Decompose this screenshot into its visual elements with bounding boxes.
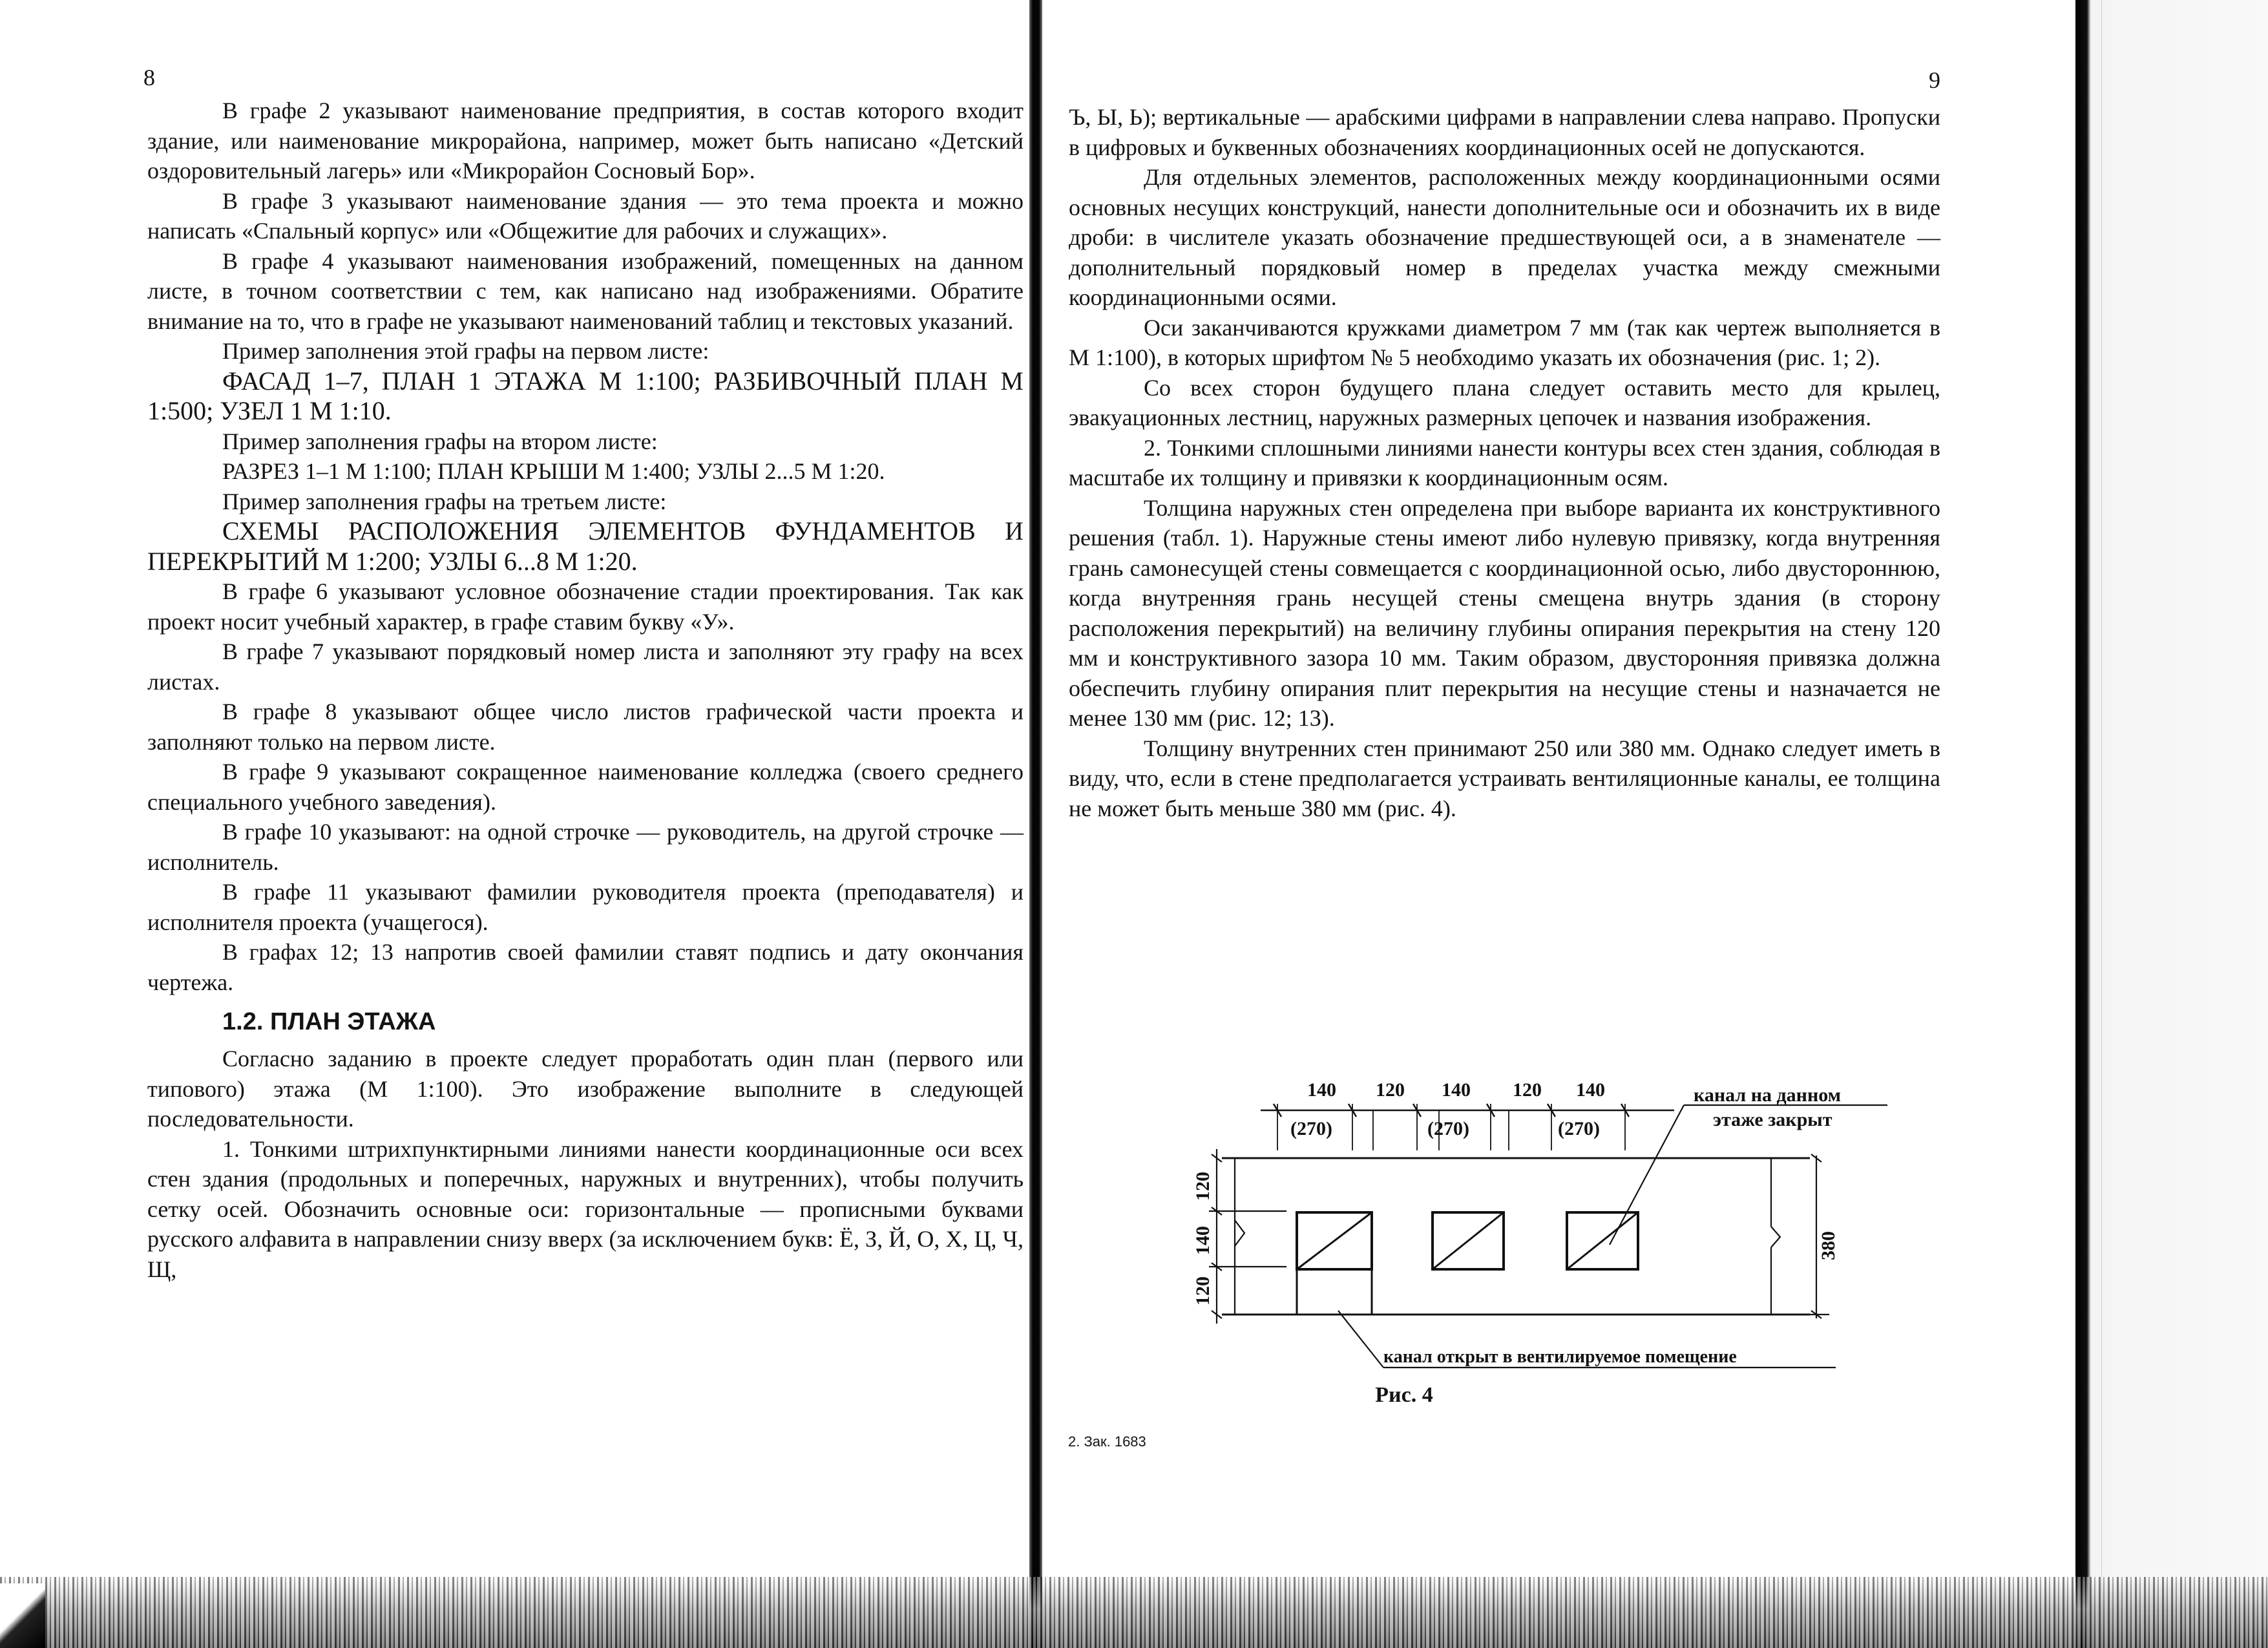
- paragraph: Оси заканчиваются кружками диаметром 7 мм (так как чертеж выполняется в М 1:100), в которых шрифтом № 5 необходимо указать их обозначения (рис. 1; 2).: [1069, 314, 1940, 370]
- paragraph: Пример заполнения графы на втором листе:: [222, 428, 658, 454]
- dim-left-3: 120: [1192, 1276, 1213, 1305]
- scan-bottom-noise: [0, 1577, 2268, 1648]
- page-number-right: 9: [1929, 67, 1940, 93]
- dim-sub-2: (270): [1427, 1118, 1469, 1139]
- dim-sub-1: (270): [1290, 1118, 1332, 1139]
- paragraph: В графе 2 указывают наименование предприятия, в состав которого входит здание, или наименование микрорайона, например, может быть написано «Детский оздоровительный лагерь» или «Микрорайон Сосновый Бор».: [147, 98, 1024, 184]
- paragraph: Толщина наружных стен определена при выборе варианта их конструктивного решения (табл. 1). Наружные стены имеют либо нулевую привязку, когда внутренняя грань самонесущей стены совмещается с координационной осью, либо двустороннюю, когда внутренняя грань несущей стены смещена внутрь здания (в сторону расположения перекрытий) на величину глубины опирания перекрытия на стену 120 мм и конструктивного зазора 10 мм. Таким образом, двусторонняя привязка должна обеспечить глубину опирания плит перекрытия на несущие стены и назначается не менее 130 мм (рис. 12; 13).: [1069, 494, 1940, 731]
- page-number-left: 8: [143, 65, 155, 90]
- paragraph: В графе 10 указывают: на одной строчке — руководитель, на другой строчке — исполнитель.: [147, 819, 1024, 875]
- paragraph: Со всех сторон будущего плана следует оставить место для крылец, эвакуационных лестниц, наружных размерных цепочек и названия изображения.: [1069, 374, 1940, 430]
- paragraph: Пример заполнения этой графы на первом листе:: [222, 338, 709, 364]
- dim-left-1: 120: [1192, 1172, 1213, 1201]
- paragraph: В графе 9 указывают сокращенное наименование колледжа (своего среднего специального учебного заведения).: [147, 759, 1024, 815]
- dim-left-2: 140: [1192, 1226, 1213, 1255]
- label-open: канал открыт в вентилируемое помещение: [1383, 1347, 1737, 1367]
- paragraph: Согласно заданию в проекте следует проработать один план (первого или типового) этажа (М 1:100). Это изображение выполните в следующей последовательности.: [147, 1046, 1024, 1132]
- scan-corner-shadow: [0, 1583, 45, 1648]
- figure-ventilation-channels: [1157, 1078, 1907, 1367]
- paragraph: Толщину внутренних стен принимают 250 или 380 мм. Однако следует иметь в виду, что, если в стене предполагается устраивать вентиляционные каналы, ее толщина не может быть меньше 380 мм (рис. 4).: [1069, 735, 1940, 821]
- right-page-text: [1069, 102, 1940, 823]
- dim-top-5: 140: [1576, 1079, 1605, 1101]
- dim-sub-3: (270): [1558, 1118, 1600, 1139]
- left-paragraphs: [147, 96, 1024, 997]
- dim-top-4: 120: [1513, 1079, 1542, 1101]
- scan-right-edge: [2075, 0, 2268, 1648]
- paragraph: В графе 11 указывают фамилии руководителя проекта (преподавателя) и исполнителя проекта (учащегося).: [147, 879, 1024, 935]
- dim-top-3: 140: [1442, 1079, 1471, 1101]
- binding-gutter: [1029, 0, 1042, 1648]
- leader-open: [1338, 1311, 1383, 1368]
- paragraph: 2. Тонкими сплошными линиями нанести контуры всех стен здания, соблюдая в масштабе их толщину и привязки к координационным осям.: [1069, 434, 1940, 491]
- dim-top-2: 120: [1376, 1079, 1405, 1101]
- paragraph: В графе 8 указывают общее число листов графической части проекта и заполняют только на первом листе.: [147, 699, 1024, 755]
- figure-caption: Рис. 4: [1375, 1383, 1433, 1407]
- paragraph: В графах 12; 13 напротив своей фамилии ставят подпись и дату окончания чертежа.: [147, 939, 1024, 995]
- left-after-heading: [147, 1044, 1024, 1284]
- label-closed-line1: канал на данном: [1694, 1084, 1842, 1106]
- right-paragraphs: [1069, 102, 1940, 823]
- dim-top-1: 140: [1307, 1079, 1336, 1101]
- paragraph: Ъ, Ы, Ь); вертикальные — арабскими цифрами в направлении слева направо. Пропуски в цифровых и буквенных обозначениях координационных осей не допускаются.: [1069, 104, 1940, 160]
- paragraph: Для отдельных элементов, расположенных между координационными осями основных несущих конструкций, нанести дополнительные оси и обозначить их в виде дроби: в числителе указать обозначение предшествующей оси, а в знаменателе — дополнительный порядковый номер в пределах участка между смежными координационными осями.: [1069, 164, 1940, 310]
- paragraph: В графе 7 указывают порядковый номер листа и заполняют эту графу на всех листах.: [147, 639, 1024, 695]
- paragraph: РАЗРЕЗ 1–1 М 1:100; ПЛАН КРЫШИ М 1:400; УЗЛЫ 2...5 М 1:20.: [222, 458, 885, 484]
- paragraph: СХЕМЫ РАСПОЛОЖЕНИЯ ЭЛЕМЕНТОВ ФУНДАМЕНТОВ И ПЕРЕКРЫТИЙ М 1:200; УЗЛЫ 6...8 М 1:20.: [147, 516, 1024, 576]
- paragraph: Пример заполнения графы на третьем листе:: [222, 488, 667, 514]
- paragraph: В графе 6 указывают условное обозначение стадии проектирования. Так как проект носит учебный характер, в графе ставим букву «У».: [147, 578, 1024, 635]
- left-page: [0, 0, 1029, 1577]
- paragraph: 1. Тонкими штрихпунктирными линиями нанести координационные оси всех стен здания (продольных и поперечных, наружных и внутренних), чтобы получить сетку осей. Обозначить основные оси: горизонтальные — прописными буквами русского алфавита в направлении снизу вверх (за исключением букв: Ё, З, Й, О, Х, Ц, Ч, Щ,: [147, 1136, 1024, 1282]
- leader-closed: [1610, 1105, 1684, 1245]
- section-heading: 1.2. ПЛАН ЭТАЖА: [222, 1008, 436, 1035]
- dim-right: 380: [1818, 1231, 1839, 1260]
- left-page-text: [147, 96, 1024, 1284]
- label-closed-line2: этаже закрыт: [1713, 1109, 1832, 1130]
- paragraph: В графе 3 указывают наименование здания — это тема проекта и можно написать «Спальный корпус» или «Общежитие для рабочих и служащих».: [147, 187, 1024, 244]
- printer-footnote: 2. Зак. 1683: [1068, 1433, 1146, 1450]
- wall-section-drawing: [1157, 1078, 1907, 1367]
- right-page: [1042, 0, 2075, 1577]
- paragraph: ФАСАД 1–7, ПЛАН 1 ЭТАЖА М 1:100; РАЗБИВОЧНЫЙ ПЛАН М 1:500; УЗЕЛ 1 М 1:10.: [147, 366, 1024, 425]
- paragraph: В графе 4 указывают наименования изображений, помещенных на данном листе, в точном соответствии с тем, как написано над изображениями. Обратите внимание на то, что в графе не указывают наименований таблиц и текстовых указаний.: [147, 248, 1024, 334]
